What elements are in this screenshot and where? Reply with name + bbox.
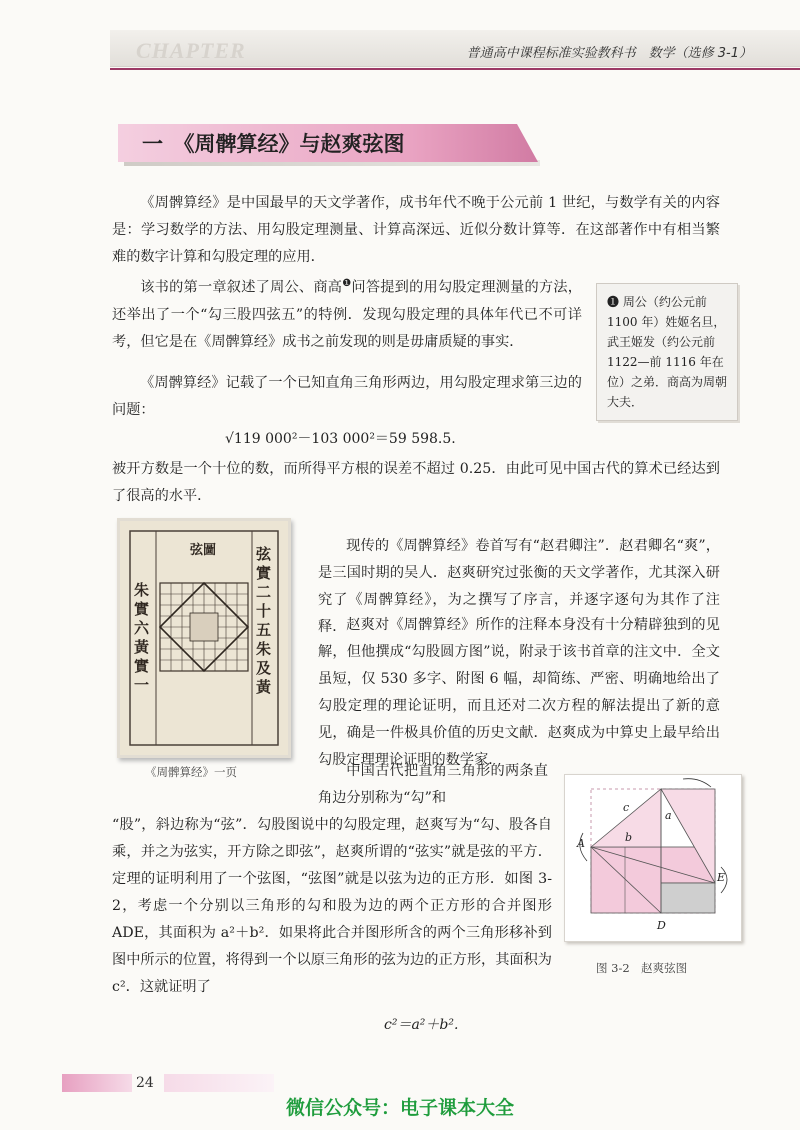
figure-label-b: b bbox=[625, 831, 633, 844]
paragraph-2-text-b: 问答提到的用勾股定理测量的方法，还举出了一个“勾三股四弦五”的特例．发现勾股定理的具体年代已不可详考，但它是在《周髀算经》成书之前发现的则是毋庸质疑的事实． bbox=[112, 279, 582, 350]
zhao-shuang-figure bbox=[564, 774, 742, 942]
series-title: 普通高中课程标准实验教科书 数学（选修 3-1） bbox=[466, 46, 752, 61]
sqrt-formula: √119 000²－103 000²＝59 598.5. bbox=[225, 431, 456, 447]
paragraph-7-text-a: 中国古代把直角三角形的两条直角边分别称为“勾”和 bbox=[318, 763, 548, 806]
footer-bar-left bbox=[62, 1074, 132, 1092]
paragraph-3 bbox=[112, 370, 582, 424]
paragraph-7-first-lines bbox=[318, 758, 548, 812]
section-title: 一 《周髀算经》与赵爽弦图 bbox=[142, 131, 405, 156]
ancient-page-photo bbox=[117, 518, 291, 758]
wechat-watermark: 微信公众号：电子课本大全 bbox=[285, 1097, 514, 1119]
figure-caption: 图 3-2 赵爽弦图 bbox=[596, 961, 688, 975]
paragraph-3-text: 《周髀算经》记载了一个已知直角三角形两边，用勾股定理求第三边的问题： bbox=[112, 375, 582, 418]
paragraph-1-text: 《周髀算经》是中国最早的天文学著作，成书年代不晚于公元前 1 世纪，与数学有关的内容是：学习数学的方法、用勾股定理测量、计算高深远、近似分数计算等．在这部著作中有相当繁难的数字计算和勾股定理的应用． bbox=[112, 195, 720, 265]
pythagorean-formula: c²＝a²＋b². bbox=[384, 1017, 459, 1033]
footnote-box-marker: ❶ bbox=[607, 295, 620, 309]
paragraph-7-rest bbox=[112, 812, 552, 1001]
footnote-marker: ❶ bbox=[342, 278, 352, 289]
figure-diagram bbox=[565, 775, 741, 941]
figure-label-c: c bbox=[623, 801, 630, 814]
paragraph-5-text: 现传的《周髀算经》卷首写有“赵君卿注”．赵君卿名“爽”，是三国时期的吴人．赵爽研究过张衡的天文学著作，尤其深入研究了《周髀算经》，为之撰写了序言，并逐字逐句为其作了注释． bbox=[318, 538, 720, 635]
paragraph-7-text-b: “股”，斜边称为“弦”．勾股图说中的勾股定理，赵爽写为“勾、股各自乘，并之为弦实，开方除之即弦”，赵爽所谓的“弦实”就是弦的平方．定理的证明利用了一个弦图，“弦图”就是以弦为边的正方形．如图 3-2，考虑一个分别以三角形的勾和股为边的两个正方形的合并图形 ADE，其面积为 a²＋b²．如果将此合并图形所含的两个三角形移补到图中所示的位置，将得到一个以原三角形的弦为边的正方形，其面积为 c²．这就证明了 bbox=[112, 817, 552, 995]
footnote-text: 周公（约公元前 1100 年）姓姬名旦，武王姬发（约公元前 1122—前 1116 年在位）之弟．商高为周朝大夫． bbox=[607, 295, 728, 409]
figure-label-A: A bbox=[577, 837, 585, 850]
paragraph-4 bbox=[112, 456, 720, 510]
figure-label-E: E bbox=[717, 871, 726, 884]
figure-label-a: a bbox=[665, 809, 672, 822]
paragraph-2-text-a: 该书的第一章叙述了周公、商高 bbox=[140, 279, 343, 296]
paragraph-4-text: 被开方数是一个十位的数，而所得平方根的误差不超过 0.25．由此可见中国古代的算术已经达到了很高的水平． bbox=[112, 461, 720, 504]
chapter-label: CHAPTER bbox=[136, 38, 246, 63]
paragraph-1 bbox=[112, 190, 720, 271]
paragraph-6-text: 赵爽对《周髀算经》所作的注释本身没有十分精辟独到的见解，但他撰成“勾股圆方图”说，附录于该书首章的注文中．全文虽短，仅 530 多字、附图 6 幅，却简练、严密、明确地给出了勾股定理的理论证明，而且还对二次方程的解法提出了新的意见，确是一件极具价值的历史文献．赵爽成为中算史上最早给出勾股定理理论证明的数学家． bbox=[318, 617, 720, 768]
footer-bar-right bbox=[164, 1074, 274, 1092]
figure-label-D: D bbox=[657, 919, 666, 932]
paragraph-6 bbox=[318, 612, 720, 774]
ancient-page-left-column: 朱實六黃實一 bbox=[134, 581, 150, 694]
header-rule bbox=[110, 68, 800, 70]
ancient-page-right-column: 弦實二十五朱及黃 bbox=[256, 545, 272, 696]
photo-caption: 《周髀算经》一页 bbox=[145, 765, 237, 779]
page-number: 24 bbox=[136, 1075, 154, 1091]
paragraph-2 bbox=[112, 270, 582, 356]
ancient-page-title: 弦圖 bbox=[190, 543, 217, 558]
footnote-box bbox=[596, 283, 738, 421]
